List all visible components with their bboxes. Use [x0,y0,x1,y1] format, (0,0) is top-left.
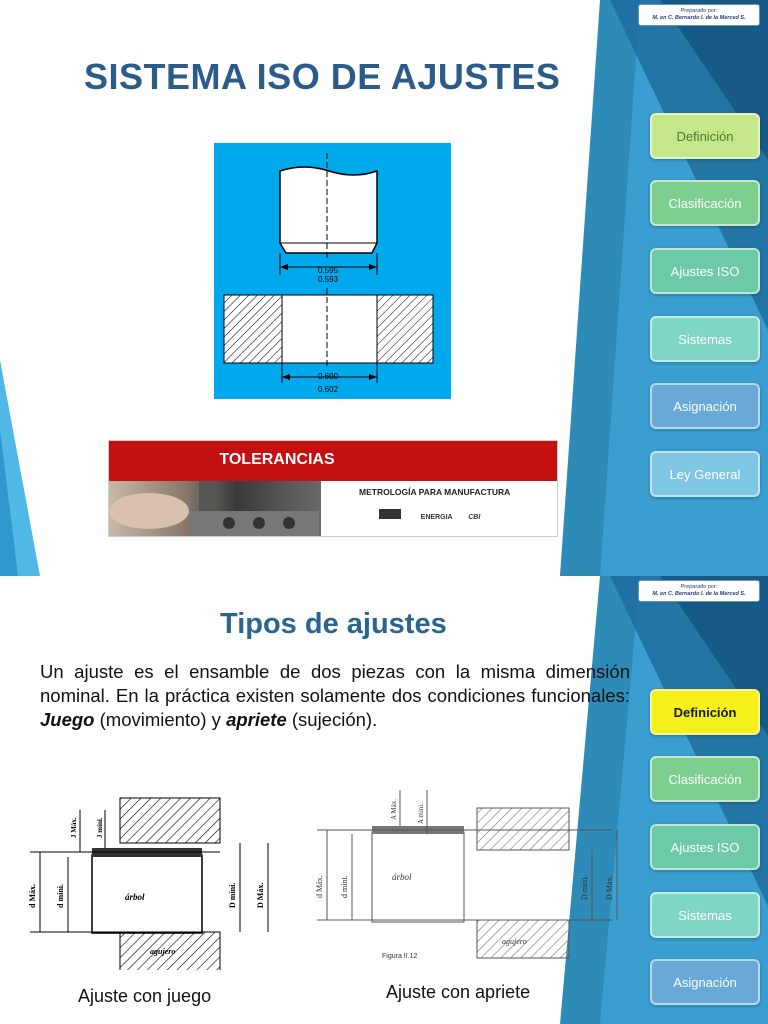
definition-paragraph [40,660,630,732]
label-dmin: d míni. [56,883,65,908]
nav-sistemas[interactable] [650,316,760,362]
label-Dmin: D míni. [580,875,589,900]
slide-tipos-de-ajustes [0,576,768,1024]
label-Dmax: D Máx. [605,875,614,900]
nav-ajustes-iso[interactable] [650,248,760,294]
credit-author: M. en C. Bernardo I. de la Merced S. [652,15,746,21]
term-juego: Juego [40,709,95,730]
credit-line1: Preparado por: [680,8,718,14]
label-agujero: agujero [502,937,527,946]
term-apriete: apriete [226,709,287,730]
page-title: SISTEMA ISO DE AJUSTES [84,56,561,97]
label-dmin: d míni. [340,875,349,898]
credit-box [638,4,760,26]
label-jmax: J Máx. [70,817,78,838]
nav-ajustes-iso[interactable] [650,824,760,870]
nav-label: Ajustes ISO [670,263,740,279]
label-arbol: árbol [392,872,412,882]
banner-title: TOLERANCIAS [219,451,335,468]
credit-line1: Preparado por: [680,584,718,590]
nav-clasificacion[interactable] [650,756,760,802]
banner-photo [109,481,321,536]
paragraph-part: (movimiento) y [94,709,227,730]
label-figura: Figura II.12 [382,953,418,960]
dim-top-2: 0.593 [318,275,339,284]
nav-asignacion[interactable] [650,959,760,1005]
nav-definicion[interactable] [650,689,760,735]
dim-bottom-2: 0.602 [318,385,339,394]
nav-label: Ley General [669,466,741,482]
paragraph-part: (sujeción). [286,709,378,730]
nav-label: Sistemas [678,907,732,923]
nav-label: Sistemas [678,331,732,347]
dim-top-1: 0.595 [318,266,339,275]
credit-author: M. en C. Bernardo I. de la Merced S. [652,591,746,597]
nav-label: Definición [676,128,734,144]
banner-logos [379,509,480,521]
nav-label: Clasificación [668,195,742,211]
nav-clasificacion[interactable] [650,180,760,226]
nav-definicion[interactable] [650,113,760,159]
page-title: Tipos de ajustes [220,608,447,640]
label-dmax: d Máx. [315,875,324,898]
label-dmax: d Máx. [28,884,37,908]
figure-ajuste-con-juego [20,790,290,970]
shaft-hole-figure [214,143,451,399]
nav-sistemas[interactable] [650,892,760,938]
nav-ley-general[interactable] [650,451,760,497]
dim-bottom-1: 0.600 [318,372,339,381]
label-Dmin: D míni. [228,882,237,908]
caption-ajuste-con-apriete: Ajuste con apriete [386,982,531,1002]
nav-label: Definición [673,704,737,720]
banner-subtitle: METROLOGÍA PARA MANUFACTURA [359,487,511,497]
nav-label: Asignación [673,974,737,990]
logo-energia: ENERGIA [420,514,453,521]
tolerancias-banner [108,440,558,537]
nav-label: Asignación [673,398,737,414]
logo-cbi: CBI [468,514,481,521]
label-amax: A Máx. [390,799,398,820]
nav-label: Clasificación [668,771,742,787]
label-Dmax: D Máx. [256,882,265,908]
label-agujero: agujero [150,947,176,956]
nav-asignacion[interactable] [650,383,760,429]
logo-uam [379,509,401,519]
credit-box [638,580,760,602]
figure-ajuste-con-apriete [312,780,632,960]
label-jmin: J míni. [96,817,104,838]
paragraph-part: Un ajuste es el ensamble de dos piezas con la misma dimensión nominal. En la práctica existen solamente dos condiciones funcionales: [40,661,630,706]
label-arbol: árbol [125,892,145,902]
nav-label: Ajustes ISO [670,839,740,855]
caption-ajuste-con-juego: Ajuste con juego [78,986,212,1006]
label-amin: A míni. [417,802,425,824]
